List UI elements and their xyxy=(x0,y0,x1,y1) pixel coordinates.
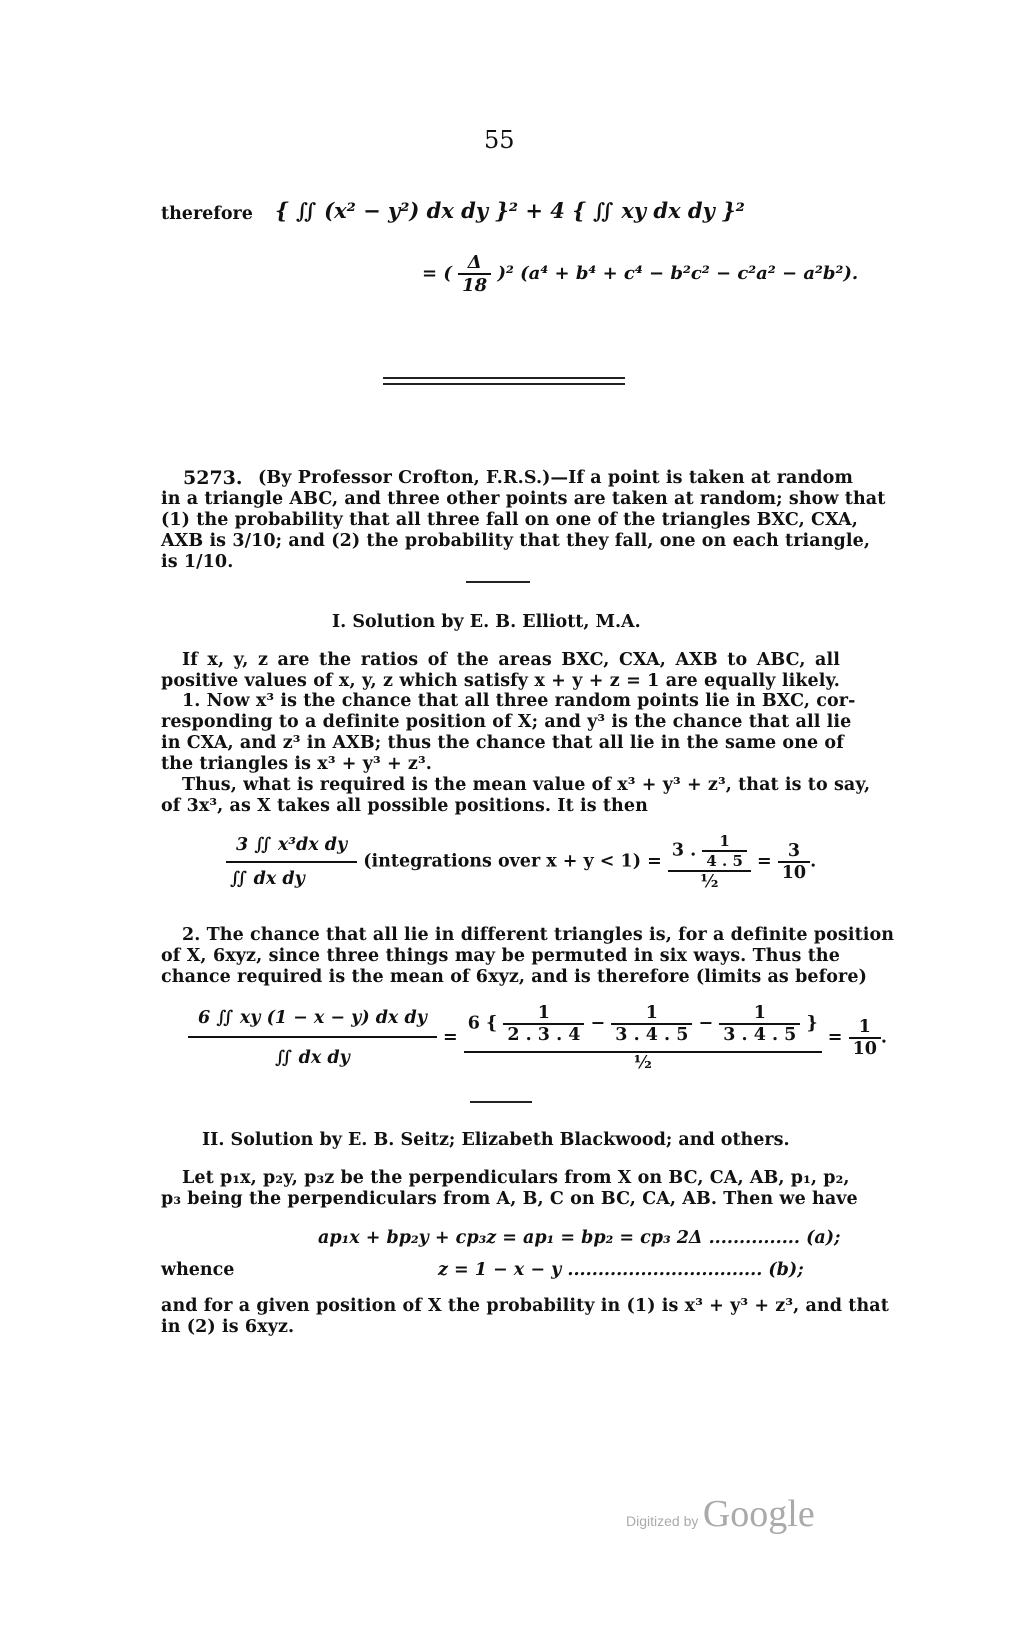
eq2-minus: − xyxy=(698,1013,714,1034)
eq2-res-den: 10 xyxy=(852,1039,877,1059)
therefore-label: therefore xyxy=(161,204,253,224)
eq2-end: . xyxy=(880,1027,888,1048)
eq2-t2: 1 xyxy=(611,1003,692,1025)
short-rule xyxy=(470,1101,532,1103)
short-rule xyxy=(466,581,530,583)
eq1-r-num-b: 1 xyxy=(702,832,747,852)
eq2-eq: = xyxy=(442,1027,458,1048)
solution1-line: If x, y, z are the ratios of the areas BXC, CXA, AXB to ABC, all xyxy=(182,650,840,670)
eq2-t1: 1 xyxy=(503,1003,584,1025)
eq1-r-num-c: 4 . 5 xyxy=(706,852,743,870)
solution1-line: responding to a definite position of X; and y³ is the chance that all lie xyxy=(161,712,852,732)
solution1-line: of 3x³, as X takes all possible positions. It is then xyxy=(161,796,648,816)
eq2-mid-prefix: 6 { xyxy=(467,1013,498,1034)
solution2-line: p₃ being the perpendiculars from A, B, C on BC, CA, AB. Then we have xyxy=(161,1189,858,1209)
equation-2 xyxy=(188,1003,887,1073)
eq1-r-den: ½ xyxy=(700,872,719,892)
solution1-line: 2. The chance that all lie in different triangles is, for a definite position xyxy=(182,925,895,945)
rhs-den: 18 xyxy=(462,275,488,296)
section-divider xyxy=(383,383,625,385)
solution1-line: Thus, what is required is the mean value of x³ + y³ + z³, that is to say, xyxy=(182,775,871,795)
solution1-line: the triangles is x³ + y³ + z³. xyxy=(161,754,432,774)
whence-label: whence xyxy=(161,1260,235,1280)
eq2-d2: 3 . 4 . 5 xyxy=(615,1025,689,1045)
problem-number: 5273. xyxy=(183,467,243,489)
problem-line: (1) the probability that all three fall on one of the triangles BXC, CXA, xyxy=(161,510,858,530)
rhs-num: Δ xyxy=(458,252,491,275)
eq2-d3: 3 . 4 . 5 xyxy=(723,1025,797,1045)
problem-line: AXB is 3/10; and (2) the probability that they fall, one on each triangle, xyxy=(161,531,871,551)
equation-a: ap₁x + bp₂y + cp₃z = ap₁ = bp₂ = cp₃ 2Δ ............... (a); xyxy=(318,1228,841,1248)
solution2-heading: II. Solution by E. B. Seitz; Elizabeth Blackwood; and others. xyxy=(202,1130,790,1150)
rhs-prefix: = ( xyxy=(422,263,452,284)
eq2-d1: 2 . 3 . 4 xyxy=(507,1025,581,1045)
closing-line: and for a given position of X the probability in (1) is x³ + y³ + z³, and that xyxy=(161,1296,889,1316)
equation-1 xyxy=(226,832,816,892)
solution2-line: Let p₁x, p₂y, p₃z be the perpendiculars from X on BC, CA, AB, p₁, p₂, xyxy=(182,1168,850,1188)
section-divider xyxy=(383,377,625,379)
rhs-suffix: )² (a⁴ + b⁴ + c⁴ − b²c² − c²a² − a²b²). xyxy=(497,263,859,284)
eq1-res-num: 3 xyxy=(778,841,810,863)
eq2-denominator: ∬ dx dy xyxy=(275,1048,350,1068)
top-equation-lhs: { ∬ (x² − y²) dx dy }² + 4 { ∬ xy dx dy }² xyxy=(275,198,745,223)
equation-b: z = 1 − x − y ................................ (b); xyxy=(438,1260,804,1280)
eq2-mid-den: ½ xyxy=(633,1053,652,1073)
eq2-minus: − xyxy=(590,1013,606,1034)
problem-line: in a triangle ABC, and three other points are taken at random; show that xyxy=(161,489,886,509)
watermark-brand: Google xyxy=(702,1493,815,1535)
solution1-line: of X, 6xyz, since three things may be permuted in six ways. Thus the xyxy=(161,946,840,966)
closing-line: in (2) is 6xyz. xyxy=(161,1317,295,1337)
eq2-res-num: 1 xyxy=(849,1017,881,1039)
problem-line: (By Professor Crofton, F.R.S.)—If a point is taken at random xyxy=(258,468,854,488)
eq2-numerator: 6 ∬ xy (1 − x − y) dx dy xyxy=(188,1008,437,1038)
eq1-eq: = xyxy=(756,851,772,872)
google-watermark xyxy=(626,1492,815,1536)
eq1-middle: (integrations over x + y < 1) = xyxy=(363,851,662,872)
watermark-prefix: Digitized by xyxy=(626,1513,699,1529)
solution1-line: positive values of x, y, z which satisfy x + y + z = 1 are equally likely. xyxy=(161,671,840,691)
eq1-numerator: 3 ∬ x³dx dy xyxy=(226,835,357,863)
eq1-end: . xyxy=(810,851,817,872)
top-equation-rhs xyxy=(422,252,858,296)
eq1-res-den: 10 xyxy=(781,863,807,883)
eq2-eq2: = xyxy=(827,1027,843,1048)
eq1-denominator: ∬ dx dy xyxy=(230,869,305,889)
problem-line: is 1/10. xyxy=(161,552,234,572)
eq1-r-num-a: 3 . xyxy=(671,840,697,861)
solution1-line: 1. Now x³ is the chance that all three random points lie in BXC, cor- xyxy=(182,691,856,711)
eq2-mid-suffix: } xyxy=(806,1013,818,1034)
solution1-line: in CXA, and z³ in AXB; thus the chance that all lie in the same one of xyxy=(161,733,844,753)
eq2-t3: 1 xyxy=(719,1003,800,1025)
page-number: 55 xyxy=(484,126,515,154)
solution1-line: chance required is the mean of 6xyz, and is therefore (limits as before) xyxy=(161,967,867,987)
solution1-heading: I. Solution by E. B. Elliott, M.A. xyxy=(332,612,641,632)
